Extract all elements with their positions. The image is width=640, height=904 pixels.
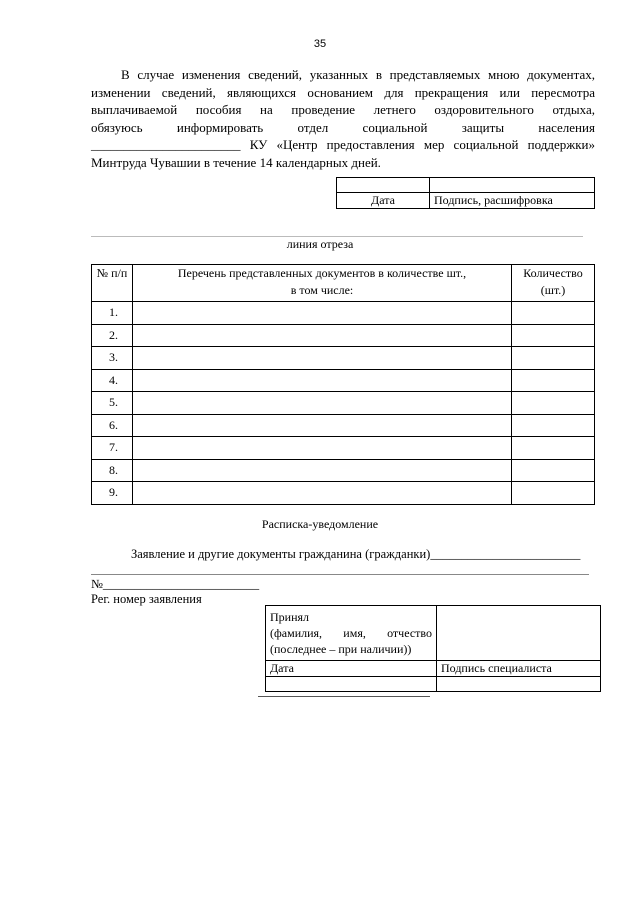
paragraph-line-1: В случае изменения сведений, указанных в представляемых мною документах,	[121, 67, 595, 82]
acceptance-date-cell[interactable]	[266, 677, 437, 692]
document-cell[interactable]	[133, 369, 512, 392]
receipt-statement: Заявление и другие документы гражданина (гражданки)________________________	[131, 547, 581, 561]
date-input-cell[interactable]	[337, 178, 430, 193]
signature-table	[336, 177, 595, 209]
paragraph-line-3: выплачиваемой пособия на проведение летнего оздоровительного отдыха,	[91, 102, 595, 117]
registration-number-label: Рег. номер заявления	[91, 592, 202, 606]
quantity-cell[interactable]	[512, 482, 595, 505]
document-cell[interactable]	[133, 324, 512, 347]
table-row: 4.	[92, 369, 595, 392]
documents-table	[91, 264, 595, 505]
receipt-underline	[91, 574, 589, 575]
date-label: Дата	[337, 193, 430, 209]
specialist-signature-cell[interactable]	[437, 677, 601, 692]
acceptance-date-label: Дата	[266, 661, 437, 677]
quantity-cell[interactable]	[512, 459, 595, 482]
quantity-cell[interactable]	[512, 324, 595, 347]
table-row: 9.	[92, 482, 595, 505]
document-cell[interactable]	[133, 482, 512, 505]
table-row: 6.	[92, 414, 595, 437]
bottom-separator	[258, 696, 430, 697]
table-row: 3.	[92, 347, 595, 370]
document-cell[interactable]	[133, 459, 512, 482]
signature-input-cell[interactable]	[430, 178, 595, 193]
document-cell[interactable]	[133, 302, 512, 325]
header-document-list: Перечень представленных документов в количестве шт., в том числе:	[133, 265, 512, 302]
page-number: 35	[313, 38, 327, 50]
table-row: 2.	[92, 324, 595, 347]
document-cell[interactable]	[133, 392, 512, 415]
document-cell[interactable]	[133, 347, 512, 370]
quantity-cell[interactable]	[512, 392, 595, 415]
table-header-row	[92, 265, 595, 302]
paragraph-line-2: изменении сведений, являющихся основанием для прекращения или пересмотра	[91, 84, 595, 100]
receipt-number-line: №_________________________	[91, 577, 260, 591]
accepted-by-label: Принял (фамилия, имя, отчество (последнее – при наличии))	[266, 606, 437, 661]
quantity-cell[interactable]	[512, 347, 595, 370]
table-row: 8.	[92, 459, 595, 482]
acceptance-table	[265, 605, 601, 692]
cut-line-label: линия отреза	[286, 237, 354, 251]
accepted-by-cell[interactable]	[437, 606, 601, 661]
paragraph-line-6: Минтруда Чувашии в течение 14 календарных дней.	[91, 154, 381, 170]
table-row: 7.	[92, 437, 595, 460]
quantity-cell[interactable]	[512, 369, 595, 392]
table-row: 1.	[92, 302, 595, 325]
signature-label: Подпись, расшифровка	[430, 193, 595, 209]
specialist-signature-label: Подпись специалиста	[437, 661, 601, 677]
document-cell[interactable]	[133, 414, 512, 437]
paragraph-line-4: обязуюсь информировать отдел социальной защиты населения	[91, 119, 595, 135]
paragraph-line-5: _______________________ КУ «Центр предоставления мер социальной поддержки»	[91, 137, 595, 152]
quantity-cell[interactable]	[512, 437, 595, 460]
obligation-paragraph	[91, 66, 595, 171]
header-quantity: Количество (шт.)	[512, 265, 595, 302]
document-cell[interactable]	[133, 437, 512, 460]
quantity-cell[interactable]	[512, 414, 595, 437]
receipt-title: Расписка-уведомление	[261, 517, 379, 531]
table-row: 5.	[92, 392, 595, 415]
quantity-cell[interactable]	[512, 302, 595, 325]
header-number: № п/п	[92, 265, 133, 302]
